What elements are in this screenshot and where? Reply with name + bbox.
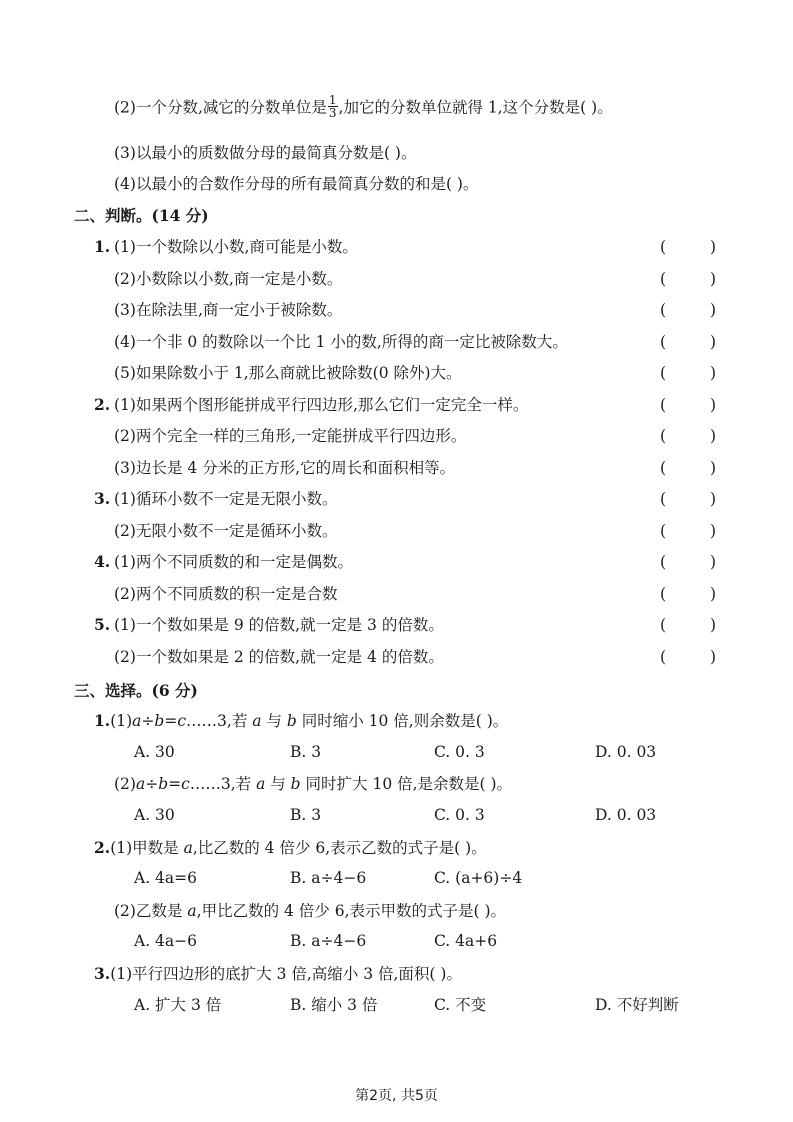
equals-sign: = xyxy=(168,775,182,793)
paren-close: ) xyxy=(709,333,716,351)
question-number: 2. xyxy=(94,838,111,857)
fill-in-q3: (3)以最小的质数做分母的最简真分数是( )。 xyxy=(114,144,417,162)
paren-close: ) xyxy=(709,522,716,540)
var-a: a xyxy=(252,712,262,730)
answer-blank[interactable] xyxy=(660,489,716,509)
question-text: 同时缩小 10 倍,则余数是( )。 xyxy=(296,712,509,730)
paren-close: ) xyxy=(709,616,716,634)
judge-statement: (4)一个非 0 的数除以一个比 1 小的数,所得的商一定比被除数大。 xyxy=(114,333,568,351)
question-text: ,比乙数的 4 倍少 6,表示乙数的式子是( )。 xyxy=(192,839,487,857)
sub-number: (2) xyxy=(114,775,136,793)
fill-in-q4: (4)以最小的合数作分母的所有最简真分数的和是( )。 xyxy=(114,175,479,193)
question-number: 2. xyxy=(94,395,111,414)
answer-blank[interactable] xyxy=(660,237,716,257)
choice-q1-2-option-d: D. 0. 03 xyxy=(595,806,657,824)
judge-item xyxy=(94,395,528,415)
choice-q3-1-option-b: B. 缩小 3 倍 xyxy=(290,996,378,1014)
paren-open: ( xyxy=(660,238,667,256)
paren-close: ) xyxy=(709,459,716,477)
paren-open: ( xyxy=(660,459,667,477)
choice-q1-2-option-b: B. 3 xyxy=(290,806,322,824)
fill-in-q2-text-pre: (2)一个分数,减它的分数单位是 xyxy=(114,98,327,117)
paren-close: ) xyxy=(709,427,716,445)
judge-statement: (3)边长是 4 分米的正方形,它的周长和面积相等。 xyxy=(114,459,456,477)
judge-item xyxy=(94,332,568,352)
judge-statement: (5)如果除数小于 1,那么商就比被除数(0 除外)大。 xyxy=(114,364,462,382)
question-text: ,甲比乙数的 4 倍少 6,表示甲数的式子是( )。 xyxy=(196,902,507,920)
choice-q1-2-option-c: C. 0. 3 xyxy=(434,806,485,824)
question-text: ……3,若 xyxy=(186,712,253,730)
choice-q1-2-option-a: A. 30 xyxy=(134,806,175,824)
question-number: 5. xyxy=(94,615,111,634)
judge-statement: (2)两个不同质数的积一定是合数 xyxy=(114,585,338,603)
fraction-one-third xyxy=(328,94,338,119)
judge-statement: (1)如果两个图形能拼成平行四边形,那么它们一定完全一样。 xyxy=(114,396,529,414)
fraction-denominator: 3 xyxy=(328,106,337,120)
paren-close: ) xyxy=(709,490,716,508)
question-number: 1. xyxy=(94,711,111,730)
judge-item xyxy=(94,647,444,667)
judge-item xyxy=(94,300,342,320)
page-footer: 第2页, 共5页 xyxy=(355,1088,438,1104)
judge-item xyxy=(94,458,455,478)
answer-blank[interactable] xyxy=(660,395,716,415)
answer-blank[interactable] xyxy=(660,269,716,289)
fraction-numerator: 1 xyxy=(328,93,337,107)
judge-statement: (2)一个数如果是 2 的倍数,就一定是 4 的倍数。 xyxy=(114,648,444,666)
choice-q2-2 xyxy=(114,901,506,921)
answer-blank[interactable] xyxy=(660,615,716,635)
var-a: a xyxy=(183,839,193,857)
divide-sign: ÷ xyxy=(141,712,155,730)
judge-statement: (1)一个数除以小数,商可能是小数。 xyxy=(114,238,358,256)
question-text: 与 xyxy=(265,775,291,793)
judge-item xyxy=(94,521,337,541)
paren-close: ) xyxy=(709,553,716,571)
judge-item xyxy=(94,615,444,635)
var-b: b xyxy=(286,712,297,730)
choice-q3-1-option-a: A. 扩大 3 倍 xyxy=(134,996,222,1014)
judge-statement: (1)循环小数不一定是无限小数。 xyxy=(114,490,338,508)
question-number: 1. xyxy=(94,237,111,256)
paren-close: ) xyxy=(709,396,716,414)
var-c: c xyxy=(181,775,190,793)
section-judge-title: 二、判断。(14 分) xyxy=(74,206,209,225)
choice-q1-1-option-a: A. 30 xyxy=(134,743,175,761)
var-c: c xyxy=(177,712,187,730)
choice-q2-1-option-a: A. 4a=6 xyxy=(134,869,197,887)
fill-in-q2-text-post: ,加它的分数单位就得 1,这个分数是( )。 xyxy=(338,98,613,117)
judge-statement: (2)小数除以小数,商一定是小数。 xyxy=(114,270,343,288)
judge-statement: (2)无限小数不一定是循环小数。 xyxy=(114,522,338,540)
paren-open: ( xyxy=(660,616,667,634)
paren-open: ( xyxy=(660,648,667,666)
choice-q1-1-option-b: B. 3 xyxy=(290,743,322,761)
question-text: 同时扩大 10 倍,是余数是( )。 xyxy=(300,775,513,793)
question-text: 与 xyxy=(261,712,287,730)
sub-number: (1) xyxy=(110,712,133,730)
answer-blank[interactable] xyxy=(660,363,716,383)
paren-open: ( xyxy=(660,427,667,445)
choice-q2-1 xyxy=(94,838,487,858)
choice-q1-1-option-d: D. 0. 03 xyxy=(595,743,657,761)
judge-item xyxy=(94,237,358,257)
answer-blank[interactable] xyxy=(660,647,716,667)
var-a: a xyxy=(256,775,266,793)
choice-q2-2-option-b: B. a÷4−6 xyxy=(290,932,367,950)
answer-blank[interactable] xyxy=(660,521,716,541)
choice-q1-1-option-c: C. 0. 3 xyxy=(434,743,485,761)
choice-q3-1-option-d: D. 不好判断 xyxy=(595,996,679,1014)
section-choice-title: 三、选择。(6 分) xyxy=(74,681,198,700)
choice-q2-1-option-c: C. (a+6)÷4 xyxy=(434,869,523,887)
paren-open: ( xyxy=(660,364,667,382)
answer-blank[interactable] xyxy=(660,552,716,572)
choice-q2-1-option-b: B. a÷4−6 xyxy=(290,869,367,887)
question-text: (1)平行四边形的底扩大 3 倍,高缩小 3 倍,面积( )。 xyxy=(110,965,462,983)
paren-open: ( xyxy=(660,490,667,508)
judge-statement: (3)在除法里,商一定小于被除数。 xyxy=(114,301,343,319)
equals-sign: = xyxy=(164,712,178,730)
choice-q3-1-option-c: C. 不变 xyxy=(434,996,487,1014)
judge-item xyxy=(94,552,353,572)
var-a: a xyxy=(132,712,142,730)
var-b: b xyxy=(158,775,169,793)
divide-sign: ÷ xyxy=(145,775,159,793)
judge-item xyxy=(94,269,342,289)
paren-open: ( xyxy=(660,396,667,414)
question-number: 4. xyxy=(94,552,111,571)
question-text: ……3,若 xyxy=(189,775,257,793)
judge-item xyxy=(94,426,466,446)
judge-statement: (2)两个完全一样的三角形,一定能拼成平行四边形。 xyxy=(114,427,467,445)
question-text: (1)甲数是 xyxy=(110,839,184,857)
judge-statement: (1)一个数如果是 9 的倍数,就一定是 3 的倍数。 xyxy=(114,616,444,634)
answer-blank[interactable] xyxy=(660,426,716,446)
choice-q2-2-option-c: C. 4a+6 xyxy=(434,932,498,950)
question-number: 3. xyxy=(94,489,111,508)
var-a: a xyxy=(187,902,197,920)
paren-close: ) xyxy=(709,585,716,603)
answer-blank[interactable] xyxy=(660,458,716,478)
paren-close: ) xyxy=(709,270,716,288)
answer-blank[interactable] xyxy=(660,584,716,604)
fill-in-q2 xyxy=(114,93,613,121)
paren-open: ( xyxy=(660,553,667,571)
choice-q1-2 xyxy=(114,774,512,794)
paren-close: ) xyxy=(709,364,716,382)
var-a: a xyxy=(135,775,146,793)
paren-open: ( xyxy=(660,522,667,540)
judge-statement: (1)两个不同质数的和一定是偶数。 xyxy=(114,553,353,571)
question-text: (2)乙数是 xyxy=(114,902,188,920)
var-b: b xyxy=(154,712,165,730)
answer-blank[interactable] xyxy=(660,300,716,320)
var-b: b xyxy=(290,775,301,793)
paren-open: ( xyxy=(660,301,667,319)
judge-item xyxy=(94,584,337,604)
paren-open: ( xyxy=(660,333,667,351)
paren-close: ) xyxy=(709,301,716,319)
question-number: 3. xyxy=(94,964,111,983)
paren-close: ) xyxy=(709,648,716,666)
choice-q1-1 xyxy=(94,711,508,731)
choice-q3-1 xyxy=(94,964,462,984)
choice-q2-2-option-a: A. 4a−6 xyxy=(134,932,197,950)
judge-item xyxy=(94,363,462,383)
paren-close: ) xyxy=(709,238,716,256)
paren-open: ( xyxy=(660,270,667,288)
answer-blank[interactable] xyxy=(660,332,716,352)
paren-open: ( xyxy=(660,585,667,603)
judge-item xyxy=(94,489,337,509)
